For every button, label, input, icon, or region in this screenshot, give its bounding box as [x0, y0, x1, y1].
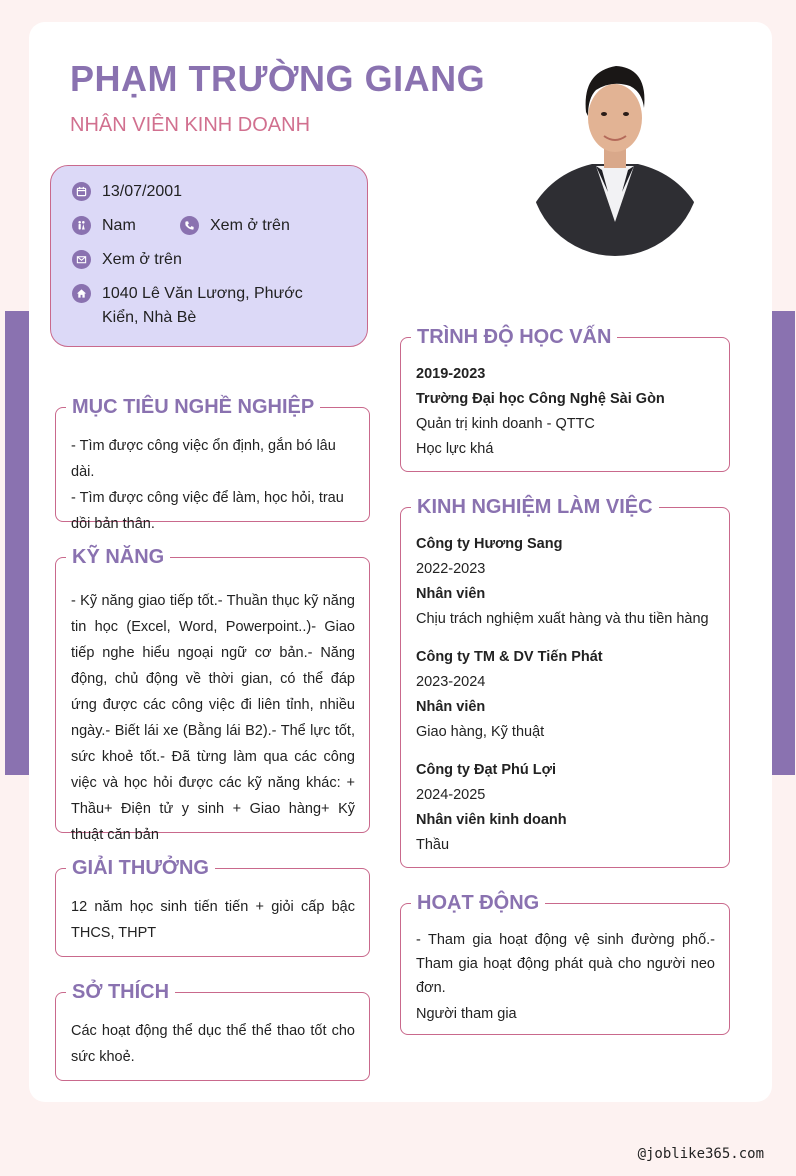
address-value: 1040 Lê Văn Lương, Phước Kiển, Nhà Bè — [102, 285, 303, 326]
job-desc: Chịu trách nghiệm xuất hàng và thu tiền hàng — [416, 611, 709, 627]
job-desc: Thầu — [416, 837, 450, 853]
experience-job — [416, 645, 715, 745]
job-company: Công ty Hương Sang — [416, 536, 563, 552]
contact-dob — [72, 180, 182, 204]
job-role: Nhân viên — [416, 586, 486, 602]
email-value: Xem ở trên — [102, 251, 182, 268]
activities-text: - Tham gia hoạt động vệ sinh đường phố.- Tham gia hoạt động phát quà cho người neo đơn. — [416, 932, 715, 996]
job-desc: Giao hàng, Kỹ thuật — [416, 724, 545, 740]
candidate-job-title: NHÂN VIÊN KINH DOANH — [70, 114, 311, 136]
education-period: 2019-2023 — [416, 366, 486, 382]
candidate-name: PHẠM TRƯỜNG GIANG — [70, 58, 486, 99]
job-company: Công ty Đạt Phú Lợi — [416, 762, 556, 778]
gender-icon — [72, 216, 91, 235]
left-accent-band — [5, 311, 29, 775]
education-section — [400, 326, 730, 472]
phone-value: Xem ở trên — [210, 217, 290, 234]
footer-watermark: @joblike365.com — [637, 1146, 764, 1162]
education-school: Trường Đại học Công Nghệ Sài Gòn — [416, 391, 665, 407]
phone-icon — [180, 216, 199, 235]
hobbies-title: SỞ THÍCH — [66, 979, 175, 1005]
hobbies-text: Các hoạt động thể dục thể thể thao tốt cho sức khoẻ. — [71, 1023, 355, 1065]
skills-title: KỸ NĂNG — [66, 544, 170, 570]
objective-section — [55, 396, 370, 532]
calendar-icon — [72, 182, 91, 201]
awards-title: GIẢI THƯỞNG — [66, 855, 215, 881]
objective-line: - Tìm được công việc ổn định, gắn bó lâu dài. — [71, 438, 336, 480]
right-accent-band — [772, 311, 795, 775]
skills-section — [55, 546, 370, 843]
contact-phone — [180, 214, 290, 238]
activities-role: Người tham gia — [416, 1006, 517, 1022]
dob-value: 13/07/2001 — [102, 183, 183, 200]
objective-line: - Tìm được công việc để làm, học hỏi, trau dồi bản thân. — [71, 490, 344, 532]
activities-section — [400, 892, 730, 1035]
contact-email — [72, 248, 182, 272]
job-period: 2024-2025 — [416, 787, 486, 803]
education-title: TRÌNH ĐỘ HỌC VẤN — [411, 324, 617, 350]
experience-job — [416, 758, 715, 858]
awards-text: 12 năm học sinh tiến tiến + giỏi cấp bậc THCS, THPT — [71, 899, 355, 941]
experience-job — [416, 532, 715, 632]
gender-value: Nam — [102, 217, 136, 234]
activities-title: HOẠT ĐỘNG — [411, 890, 545, 916]
email-icon — [72, 250, 91, 269]
job-role: Nhân viên — [416, 699, 486, 715]
experience-title: KINH NGHIỆM LÀM VIỆC — [411, 494, 659, 520]
contact-address — [72, 282, 342, 330]
experience-section — [400, 496, 730, 868]
education-major: Quản trị kinh doanh - QTTC — [416, 416, 595, 432]
skills-text: - Kỹ năng giao tiếp tốt.- Thuần thục kỹ năng tin học (Excel, Word, Powerpoint..)- Giao tiếp nghe hiểu ngoại ngữ cơ bản.- Năng động, chủ động về thời gian, có thể đáp ứng được các công việc đi liên tỉnh, nhiều ngày.- Biết lái xe (Bằng lái B2).- Thể lực tốt, sức khoẻ tốt.- Đã từng làm qua các công việc và học hỏi được các kỹ năng khác: + Thầu+ Điện tử y sinh + Giao hàng+ Kỹ thuật căn bản — [71, 593, 355, 843]
job-period: 2022-2023 — [416, 561, 486, 577]
objective-title: MỤC TIÊU NGHỀ NGHIỆP — [66, 394, 320, 420]
job-role: Nhân viên kinh doanh — [416, 812, 567, 828]
profile-photo — [530, 62, 700, 256]
job-company: Công ty TM & DV Tiến Phát — [416, 649, 603, 665]
awards-section — [55, 857, 370, 957]
education-grade: Học lực khá — [416, 441, 494, 457]
hobbies-section — [55, 981, 370, 1081]
contact-gender — [72, 214, 136, 238]
job-period: 2023-2024 — [416, 674, 486, 690]
home-icon — [72, 284, 91, 303]
